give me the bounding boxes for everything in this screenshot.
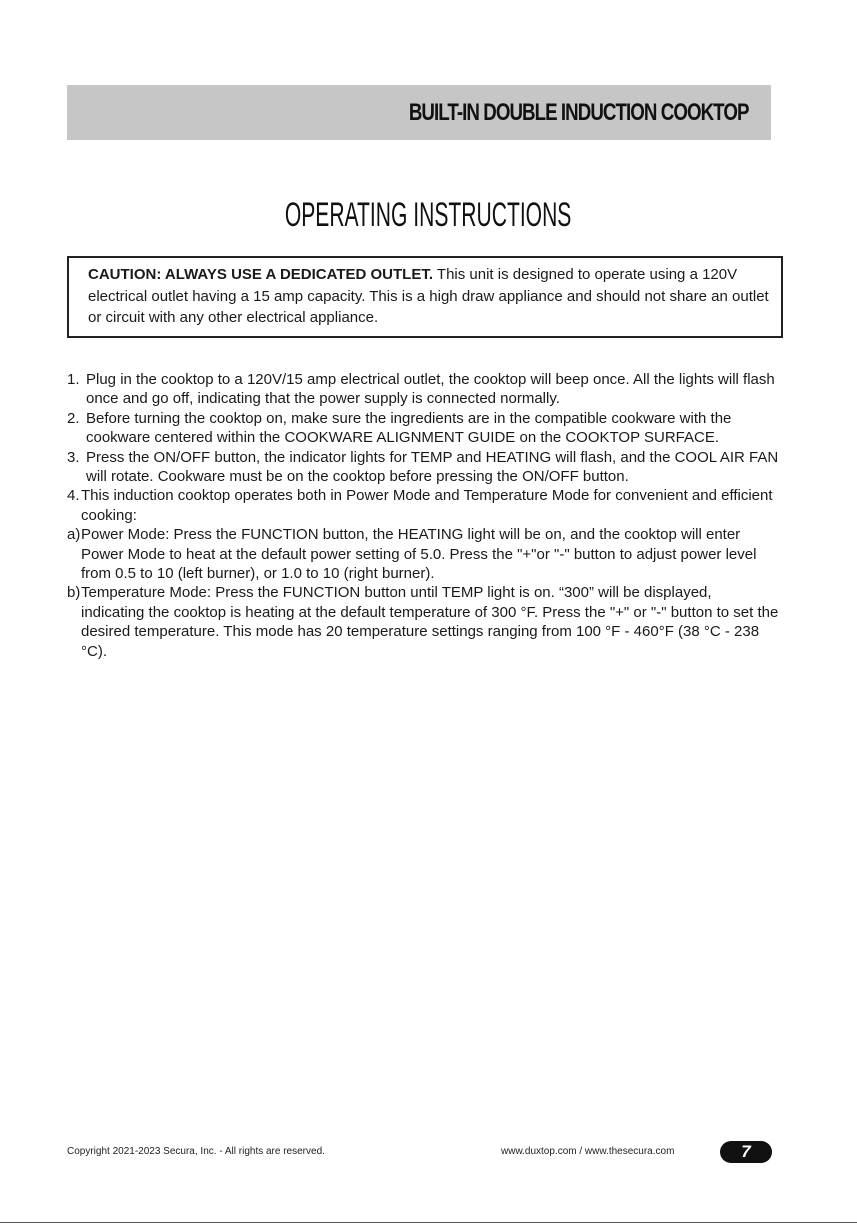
step-number: 3. xyxy=(67,448,80,466)
instruction-list xyxy=(67,370,779,661)
step-number: 4. xyxy=(67,487,80,505)
header-title: BUILT-IN DOUBLE INDUCTION COOKTOP xyxy=(409,99,749,126)
list-item xyxy=(67,525,779,583)
list-item xyxy=(67,409,779,448)
copyright-text: Copyright 2021-2023 Secura, Inc. - All rights are reserved. xyxy=(67,1146,325,1157)
list-item xyxy=(67,448,779,487)
website-links: www.duxtop.com / www.thesecura.com xyxy=(501,1146,675,1157)
step-number: 1. xyxy=(67,371,80,388)
bottom-rule xyxy=(0,1222,857,1223)
step-text: Press the ON/OFF button, the indicator lights for TEMP and HEATING will flash, and the COOL AIR FAN will rotate. Cookware must be on the cooktop before pressing the ON/OFF button. xyxy=(86,448,779,486)
list-item xyxy=(67,370,779,409)
step-text: Power Mode: Press the FUNCTION button, the HEATING light will be on, and the cooktop will enter Power Mode to heat at the default power setting of 5.0. Press the "+"or "-" button to adjust power level from 0.5 to 10 (left burner), or 1.0 to 10 (right burner). xyxy=(81,526,757,583)
caution-text: This unit is designed to operate using a 120V electrical outlet having a 15 amp capacity. This is a high draw appliance and should not share an outlet or circuit with any other electrical appliance. xyxy=(88,266,769,326)
step-text: This induction cooktop operates both in Power Mode and Temperature Mode for convenient and efficient cooking: xyxy=(81,487,773,524)
step-text: Before turning the cooktop on, make sure the ingredients are in the compatible cookware with the cookware centered within the COOKWARE ALIGNMENT GUIDE on the COOKTOP SURFACE. xyxy=(86,409,732,447)
caution-lead: CAUTION: ALWAYS USE A DEDICATED OUTLET. xyxy=(88,266,434,283)
list-item xyxy=(67,583,779,661)
step-number: a) xyxy=(67,526,81,544)
step-number: 2. xyxy=(67,409,80,427)
list-item xyxy=(67,486,779,525)
page-title-text: OPERATING INSTRUCTIONS xyxy=(285,196,572,234)
page-title xyxy=(0,196,857,235)
caution-box xyxy=(67,256,783,338)
page-number-badge: 7 xyxy=(720,1141,772,1163)
step-number: b) xyxy=(67,584,81,602)
step-text: Plug in the cooktop to a 120V/15 amp electrical outlet, the cooktop will beep once. All the lights will flash once and go off, indicating that the power supply is connected normally. xyxy=(86,371,775,408)
step-text: Temperature Mode: Press the FUNCTION button until TEMP light is on. “300” will be displayed, indicating the cooktop is heating at the default temperature of 300 °F. Press the "+" or "-" button to set the desired temperature. This mode has 20 temperature settings ranging from 100 °F - 460°F (38 °C - 238 °C). xyxy=(81,584,779,660)
header-band xyxy=(67,85,771,140)
